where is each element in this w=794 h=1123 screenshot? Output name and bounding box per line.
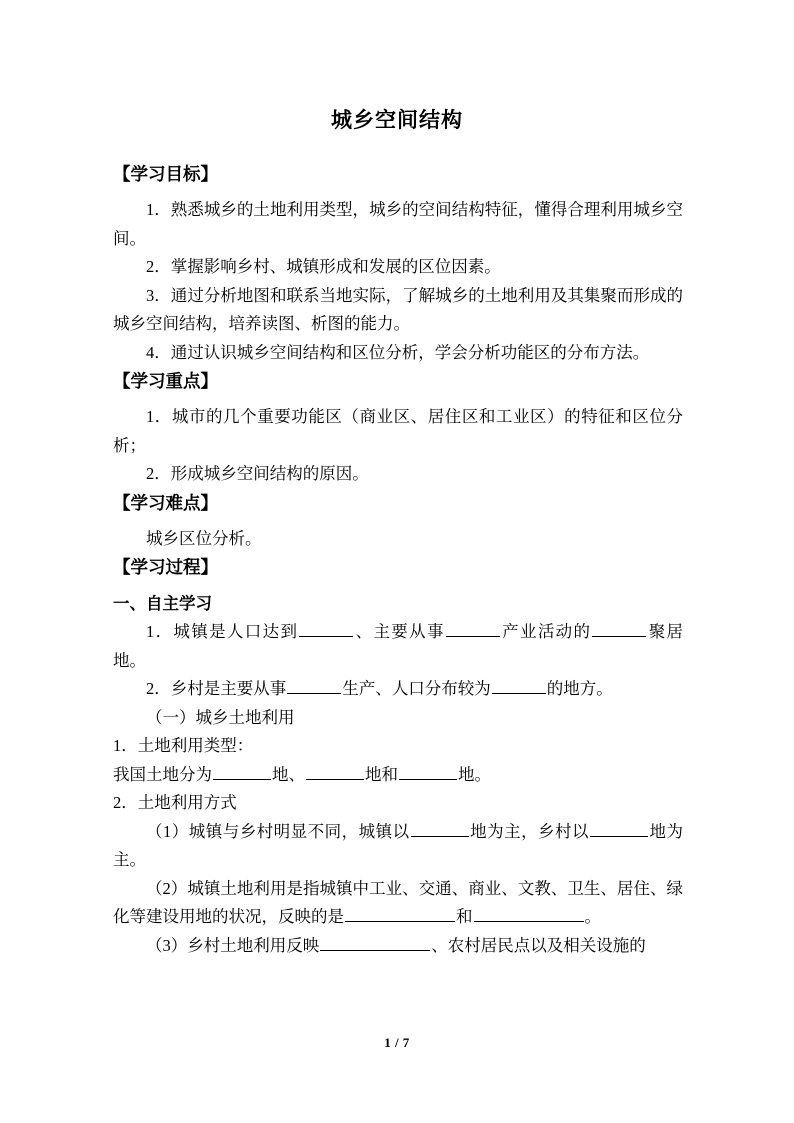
fill-blank[interactable] (287, 678, 341, 694)
spacer (113, 582, 683, 589)
q1-mid2: 产业活动的 (500, 622, 592, 641)
q2-suffix: 的地方。 (546, 679, 613, 698)
spacer (113, 518, 683, 525)
group-heading-land-use: （一）城乡土地利用 (146, 707, 295, 727)
fill-blank[interactable] (411, 821, 469, 837)
land-type-prefix: 我国土地分为 (113, 764, 212, 784)
section-heading-objectives: 【学习目标】 (113, 164, 218, 184)
key-point-item-1: 1．城市的几个重要功能区（商业区、居住区和工业区）的特征和区位分析； (113, 407, 683, 455)
objective-item-1: 1．熟悉城乡的土地利用类型，城乡的空间结构特征，懂得合理利用城乡空间。 (113, 200, 683, 248)
land-type-heading: 1．土地利用类型： (113, 736, 254, 755)
q1-suffix: 聚居地。 (113, 622, 684, 670)
u2-mid1: 和 (456, 907, 473, 926)
section-heading-process: 【学习过程】 (113, 557, 218, 577)
document-body (113, 160, 683, 960)
fill-blank[interactable] (399, 764, 457, 780)
u1-suffix: 地为主。 (113, 821, 684, 869)
fill-blank[interactable] (446, 621, 500, 637)
land-use-item-1 (113, 818, 683, 875)
objective-item-2: 2．掌握影响乡村、城镇形成和发展的区位因素。 (146, 257, 501, 276)
u1-mid1: 地为主，乡村以 (469, 821, 590, 841)
subsection-heading-self-study: 一、自主学习 (113, 594, 212, 613)
difficulty-item-1: 城乡区位分析。 (146, 528, 262, 548)
process-question-2 (113, 675, 683, 704)
q2-prefix: 2．乡村是主要从事 (146, 679, 287, 698)
u3-suffix: 、农村居民点以及相关设施的 (431, 935, 646, 955)
u2-suffix: 。 (584, 907, 601, 926)
land-use-item-3 (113, 932, 683, 961)
u2-prefix: （2）城镇土地利用是指城镇中工业、交通、商业、文教、卫生、居住、绿化等建设用地的状况，反映的是 (113, 878, 683, 926)
fill-blank[interactable] (590, 821, 648, 837)
fill-blank[interactable] (213, 764, 271, 780)
fill-blank[interactable] (299, 621, 353, 637)
section-heading-key-points: 【学习重点】 (113, 371, 218, 391)
objective-item-3: 3．通过分析地图和联系当地实际，了解城乡的土地利用及其集聚而形成的城乡空间结构，培养读图、析图的能力。 (113, 285, 683, 333)
q1-prefix: 1．城镇是人口达到 (146, 622, 299, 641)
spacer (113, 396, 683, 403)
q1-mid1: 、主要从事 (354, 622, 445, 641)
fill-blank[interactable] (320, 935, 430, 951)
fill-blank[interactable] (474, 906, 584, 922)
page-title: 城乡空间结构 (331, 108, 463, 132)
land-type-mid1: 地、 (272, 764, 305, 784)
fill-blank[interactable] (592, 621, 646, 637)
land-use-heading: 2．土地利用方式 (113, 793, 237, 812)
spacer (113, 189, 683, 196)
fill-blank[interactable] (306, 764, 364, 780)
key-point-item-2: 2．形成城乡空间结构的原因。 (146, 464, 369, 483)
fill-blank[interactable] (345, 906, 455, 922)
u3-prefix: （3）乡村土地利用反映 (146, 935, 320, 955)
page-number-footer: 1 / 7 (384, 1035, 410, 1050)
land-type-suffix: 地。 (458, 764, 491, 784)
q2-mid1: 生产、人口分布较为 (342, 679, 491, 698)
section-heading-difficulties: 【学习难点】 (113, 492, 218, 513)
land-type-mid2: 地和 (365, 764, 398, 784)
process-question-1 (113, 618, 683, 675)
objective-item-4: 4．通过认识城乡空间结构和区位分析，学会分析功能区的分布方法。 (146, 342, 650, 362)
u1-prefix: （1）城镇与乡村明显不同，城镇以 (146, 821, 410, 841)
land-type-line (113, 761, 683, 790)
land-use-item-2 (113, 875, 683, 932)
fill-blank[interactable] (492, 678, 546, 694)
